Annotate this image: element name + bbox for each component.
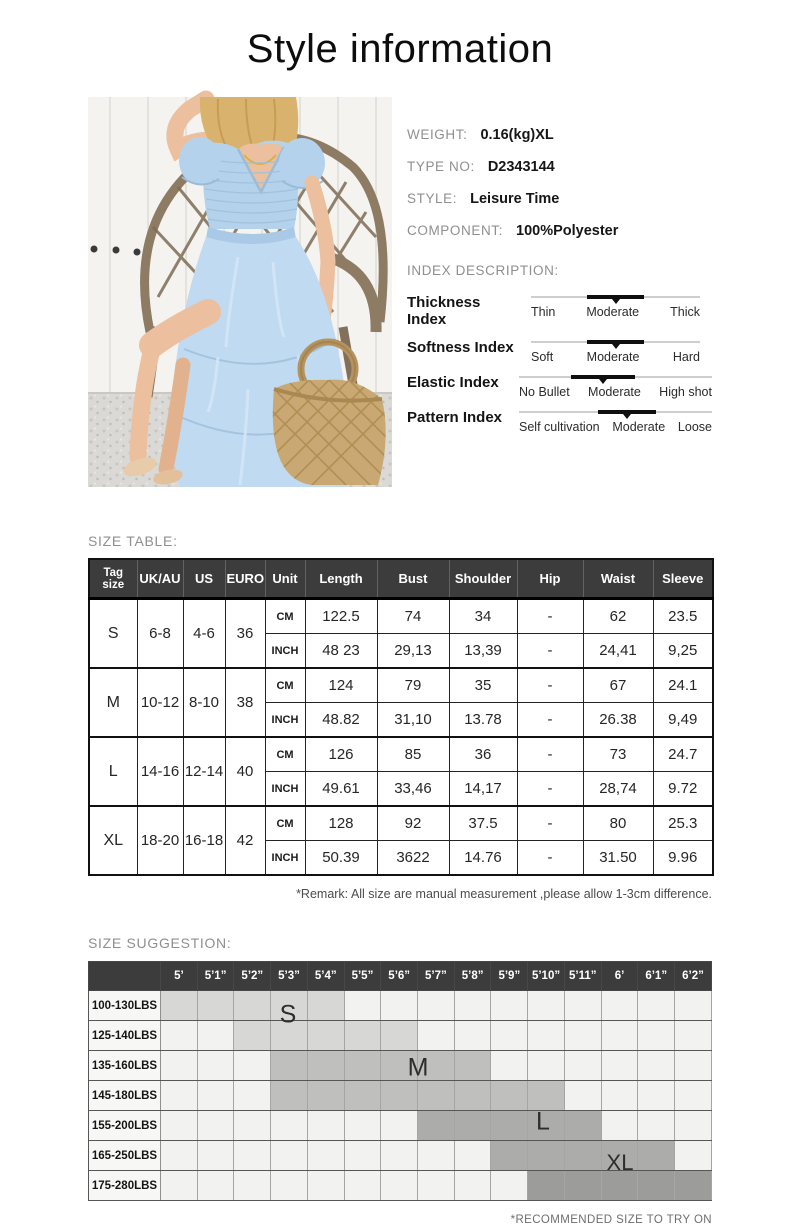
size-row-cm bbox=[89, 599, 713, 634]
suggest-cell bbox=[197, 1051, 234, 1081]
measure-cell: 14,17 bbox=[449, 772, 517, 807]
tag-size-cell: XL bbox=[89, 806, 137, 875]
measure-cell: 80 bbox=[583, 806, 653, 841]
size-row-cm bbox=[89, 668, 713, 703]
suggest-cell bbox=[454, 1111, 491, 1141]
size-row-cm bbox=[89, 737, 713, 772]
size-col-header: EURO bbox=[225, 559, 265, 599]
suggest-cell bbox=[564, 1141, 601, 1171]
suggest-cell bbox=[491, 991, 528, 1021]
suggest-cell bbox=[234, 1081, 271, 1111]
suggest-cell bbox=[271, 1171, 308, 1201]
suggest-cell bbox=[381, 1171, 418, 1201]
unit-cell: INCH bbox=[265, 841, 305, 876]
measure-cell: 122.5 bbox=[305, 599, 377, 634]
suggest-cell bbox=[528, 1141, 565, 1171]
suggest-cell bbox=[638, 1081, 675, 1111]
size-col-header: Hip bbox=[517, 559, 583, 599]
top-content bbox=[88, 97, 712, 487]
measure-cell: 37.5 bbox=[449, 806, 517, 841]
weight-label: 145-180LBS bbox=[89, 1081, 161, 1111]
measure-cell: 34 bbox=[449, 599, 517, 634]
suggest-cell bbox=[564, 1051, 601, 1081]
suggest-cell bbox=[418, 1141, 455, 1171]
measure-cell: 24.1 bbox=[653, 668, 713, 703]
product-photo bbox=[88, 97, 392, 487]
suggest-cell bbox=[564, 1171, 601, 1201]
size-table-section bbox=[88, 533, 712, 901]
suggest-cell bbox=[675, 991, 712, 1021]
suggest-cell bbox=[344, 1171, 381, 1201]
measure-cell: 85 bbox=[377, 737, 449, 772]
tag-size-cell: S bbox=[89, 599, 137, 669]
suggest-row bbox=[89, 1021, 712, 1051]
measure-cell: - bbox=[517, 841, 583, 876]
measure-cell: 48.82 bbox=[305, 703, 377, 738]
suggest-cell bbox=[601, 991, 638, 1021]
index-row bbox=[407, 337, 712, 364]
index-name: Pattern Index bbox=[407, 408, 503, 426]
zone-label-l: L bbox=[536, 1107, 550, 1136]
suggest-cell bbox=[675, 1021, 712, 1051]
suggest-cell bbox=[234, 1051, 271, 1081]
suggest-cell bbox=[454, 1141, 491, 1171]
suggest-cell bbox=[344, 991, 381, 1021]
index-option: Self cultivation bbox=[519, 419, 600, 434]
measure-cell: 126 bbox=[305, 737, 377, 772]
suggest-cell bbox=[491, 1081, 528, 1111]
weight-label: 165-250LBS bbox=[89, 1141, 161, 1171]
height-col-header: 6’1” bbox=[638, 962, 675, 991]
suggest-cell bbox=[675, 1141, 712, 1171]
index-option: Hard bbox=[672, 349, 700, 364]
measure-cell: - bbox=[517, 806, 583, 841]
suggest-cell bbox=[271, 1141, 308, 1171]
measure-cell: 74 bbox=[377, 599, 449, 634]
suggest-cell bbox=[418, 1171, 455, 1201]
weight-label: 100-130LBS bbox=[89, 991, 161, 1021]
suggest-row bbox=[89, 1081, 712, 1111]
ukau-cell: 6-8 bbox=[137, 599, 183, 669]
measure-cell: 73 bbox=[583, 737, 653, 772]
suggest-cell bbox=[528, 1081, 565, 1111]
measure-cell: 9.72 bbox=[653, 772, 713, 807]
spec-value: Leisure Time bbox=[470, 191, 560, 207]
size-col-header: Bust bbox=[377, 559, 449, 599]
index-track bbox=[519, 372, 712, 383]
index-track bbox=[531, 337, 700, 348]
suggest-cell bbox=[528, 1021, 565, 1051]
suggest-cell bbox=[638, 1141, 675, 1171]
suggest-cell bbox=[161, 1111, 198, 1141]
suggest-cell bbox=[564, 1111, 601, 1141]
measure-cell: 50.39 bbox=[305, 841, 377, 876]
suggest-cell bbox=[234, 1171, 271, 1201]
suggest-cell bbox=[418, 1021, 455, 1051]
euro-cell: 38 bbox=[225, 668, 265, 737]
suggest-cell bbox=[381, 1111, 418, 1141]
spec-label: TYPE NO: bbox=[407, 159, 475, 174]
measure-cell: 25.3 bbox=[653, 806, 713, 841]
measure-cell: - bbox=[517, 772, 583, 807]
suggest-cell bbox=[601, 1081, 638, 1111]
measure-cell: 128 bbox=[305, 806, 377, 841]
measure-cell: 67 bbox=[583, 668, 653, 703]
suggest-cell bbox=[271, 1051, 308, 1081]
index-marker-icon bbox=[599, 379, 607, 388]
index-marker-icon bbox=[612, 299, 620, 308]
spec-value: D2343144 bbox=[487, 159, 555, 175]
size-col-header: Tag size bbox=[89, 559, 137, 599]
suggest-cell bbox=[638, 1171, 675, 1201]
suggest-cell bbox=[638, 1021, 675, 1051]
measure-cell: 124 bbox=[305, 668, 377, 703]
suggest-cell bbox=[528, 991, 565, 1021]
suggest-cell bbox=[418, 1081, 455, 1111]
measure-cell: 62 bbox=[583, 599, 653, 634]
spec-row bbox=[407, 127, 712, 143]
measure-cell: 29,13 bbox=[377, 634, 449, 669]
suggest-cell bbox=[491, 1141, 528, 1171]
measure-cell: 3622 bbox=[377, 841, 449, 876]
zone-label-xl: XL bbox=[606, 1150, 634, 1175]
suggest-cell bbox=[161, 1081, 198, 1111]
suggest-cell bbox=[271, 1081, 308, 1111]
measure-cell: 48 23 bbox=[305, 634, 377, 669]
suggest-cell bbox=[234, 991, 271, 1021]
us-cell: 4-6 bbox=[183, 599, 225, 669]
suggest-cell bbox=[234, 1141, 271, 1171]
suggest-cell bbox=[564, 1081, 601, 1111]
euro-cell: 36 bbox=[225, 599, 265, 669]
size-col-header: Length bbox=[305, 559, 377, 599]
suggest-cell bbox=[307, 1141, 344, 1171]
size-col-header: US bbox=[183, 559, 225, 599]
spec-value: 100%Polyester bbox=[516, 223, 619, 239]
size-table-heading: SIZE TABLE: bbox=[88, 533, 178, 549]
unit-cell: INCH bbox=[265, 703, 305, 738]
suggest-cell bbox=[601, 1021, 638, 1051]
height-col-header: 5’3” bbox=[271, 962, 308, 991]
suggest-cell bbox=[638, 1111, 675, 1141]
suggest-cell bbox=[161, 1171, 198, 1201]
suggest-cell bbox=[638, 991, 675, 1021]
measure-cell: - bbox=[517, 634, 583, 669]
suggest-cell bbox=[418, 991, 455, 1021]
suggest-row bbox=[89, 991, 712, 1021]
weight-label: 125-140LBS bbox=[89, 1021, 161, 1051]
suggest-cell bbox=[491, 1021, 528, 1051]
index-list bbox=[407, 292, 712, 434]
us-cell: 16-18 bbox=[183, 806, 225, 875]
index-name: Thickness Index bbox=[407, 294, 481, 329]
index-marker-icon bbox=[623, 414, 631, 423]
index-slider bbox=[519, 292, 712, 329]
index-name: Softness Index bbox=[407, 338, 514, 356]
size-suggestion-grid bbox=[88, 961, 712, 1201]
us-cell: 8-10 bbox=[183, 668, 225, 737]
size-col-header: UK/AU bbox=[137, 559, 183, 599]
suggest-cell bbox=[234, 1111, 271, 1141]
suggest-cell bbox=[675, 1171, 712, 1201]
index-track bbox=[519, 407, 712, 418]
euro-cell: 42 bbox=[225, 806, 265, 875]
unit-cell: CM bbox=[265, 737, 305, 772]
ukau-cell: 18-20 bbox=[137, 806, 183, 875]
measure-cell: - bbox=[517, 703, 583, 738]
spec-list bbox=[407, 127, 712, 239]
suggest-cell bbox=[564, 1021, 601, 1051]
suggest-cell bbox=[197, 1021, 234, 1051]
suggest-cell bbox=[491, 1051, 528, 1081]
index-name: Elastic Index bbox=[407, 373, 499, 391]
size-col-header: Unit bbox=[265, 559, 305, 599]
measure-cell: 92 bbox=[377, 806, 449, 841]
measure-cell: 24,41 bbox=[583, 634, 653, 669]
weight-label: 155-200LBS bbox=[89, 1111, 161, 1141]
suggest-cell bbox=[491, 1171, 528, 1201]
height-col-header: 5’8” bbox=[454, 962, 491, 991]
suggest-cell bbox=[454, 1171, 491, 1201]
size-table-remark: *Remark: All size are manual measurement ,please allow 1-3cm difference. bbox=[296, 887, 712, 901]
height-col-header: 5’10” bbox=[528, 962, 565, 991]
size-table bbox=[88, 558, 714, 876]
suggest-cell bbox=[197, 991, 234, 1021]
suggest-cell bbox=[454, 1021, 491, 1051]
index-option: Moderate bbox=[586, 349, 640, 364]
measure-cell: 9,25 bbox=[653, 634, 713, 669]
weight-label: 175-280LBS bbox=[89, 1171, 161, 1201]
size-col-header: Waist bbox=[583, 559, 653, 599]
spec-row bbox=[407, 223, 712, 239]
suggest-cell bbox=[454, 991, 491, 1021]
measure-cell: 33,46 bbox=[377, 772, 449, 807]
unit-cell: CM bbox=[265, 599, 305, 634]
index-slider bbox=[519, 372, 712, 399]
suggest-cell bbox=[197, 1081, 234, 1111]
size-col-header: Shoulder bbox=[449, 559, 517, 599]
measure-cell: 24.7 bbox=[653, 737, 713, 772]
zone-label-s: S bbox=[279, 1000, 297, 1029]
spec-row bbox=[407, 159, 712, 175]
size-table-body bbox=[89, 599, 713, 876]
size-suggestion-heading: SIZE SUGGESTION: bbox=[88, 935, 232, 951]
suggest-cell bbox=[491, 1111, 528, 1141]
suggest-cell bbox=[161, 1051, 198, 1081]
unit-cell: INCH bbox=[265, 634, 305, 669]
suggest-cell bbox=[344, 1111, 381, 1141]
suggest-cell bbox=[344, 1051, 381, 1081]
suggest-cell bbox=[381, 1081, 418, 1111]
page-title: Style information bbox=[246, 27, 554, 71]
index-option: Moderate bbox=[612, 419, 666, 434]
suggest-cell bbox=[675, 1051, 712, 1081]
size-suggestion-footnote: *RECOMMENDED SIZE TO TRY ON bbox=[510, 1214, 712, 1226]
index-marker-icon bbox=[612, 344, 620, 353]
index-description-heading: INDEX DESCRIPTION: bbox=[407, 263, 559, 278]
height-col-header: 6’ bbox=[601, 962, 638, 991]
spec-label: WEIGHT: bbox=[407, 127, 468, 142]
spec-row bbox=[407, 191, 712, 207]
measure-cell: 9,49 bbox=[653, 703, 713, 738]
height-col-header: 5’ bbox=[161, 962, 198, 991]
index-row bbox=[407, 372, 712, 399]
us-cell: 12-14 bbox=[183, 737, 225, 806]
unit-cell: CM bbox=[265, 668, 305, 703]
measure-cell: 31,10 bbox=[377, 703, 449, 738]
measure-cell: 36 bbox=[449, 737, 517, 772]
suggest-cell bbox=[161, 1141, 198, 1171]
suggest-cell bbox=[418, 1111, 455, 1141]
index-slider bbox=[519, 337, 712, 364]
height-col-header: 5’5” bbox=[344, 962, 381, 991]
suggest-cell bbox=[344, 1021, 381, 1051]
index-option: Soft bbox=[531, 349, 554, 364]
suggest-cell bbox=[675, 1081, 712, 1111]
suggest-cell bbox=[197, 1111, 234, 1141]
suggest-cell bbox=[307, 1051, 344, 1081]
suggest-cell bbox=[344, 1081, 381, 1111]
suggest-row bbox=[89, 1051, 712, 1081]
measure-cell: 9.96 bbox=[653, 841, 713, 876]
corner-cell bbox=[89, 962, 161, 991]
height-col-header: 5’7” bbox=[418, 962, 455, 991]
measure-cell: 14.76 bbox=[449, 841, 517, 876]
tag-size-cell: M bbox=[89, 668, 137, 737]
measure-cell: 13,39 bbox=[449, 634, 517, 669]
product-info-panel bbox=[392, 97, 712, 487]
size-suggestion-section bbox=[88, 935, 712, 1226]
measure-cell: - bbox=[517, 599, 583, 634]
height-col-header: 5’2” bbox=[234, 962, 271, 991]
suggest-cell bbox=[381, 1021, 418, 1051]
index-option: Moderate bbox=[588, 384, 641, 399]
suggest-cell bbox=[271, 1111, 308, 1141]
suggest-cell bbox=[307, 991, 344, 1021]
measure-cell: - bbox=[517, 737, 583, 772]
index-options bbox=[519, 420, 712, 434]
size-col-header: Sleeve bbox=[653, 559, 713, 599]
index-slider bbox=[519, 407, 712, 434]
index-row bbox=[407, 407, 712, 434]
suggest-row bbox=[89, 1111, 712, 1141]
suggest-cell bbox=[197, 1141, 234, 1171]
ukau-cell: 14-16 bbox=[137, 737, 183, 806]
suggest-cell bbox=[307, 1171, 344, 1201]
suggest-cell bbox=[381, 991, 418, 1021]
height-col-header: 5’9” bbox=[491, 962, 528, 991]
index-row bbox=[407, 292, 712, 329]
spec-value: 0.16(kg)XL bbox=[480, 127, 554, 143]
measure-cell: 23.5 bbox=[653, 599, 713, 634]
suggest-cell bbox=[307, 1021, 344, 1051]
suggest-cell bbox=[638, 1051, 675, 1081]
height-col-header: 5’4” bbox=[307, 962, 344, 991]
height-col-header: 6’2” bbox=[675, 962, 712, 991]
product-photo-illustration bbox=[88, 97, 392, 487]
suggest-cell bbox=[234, 1021, 271, 1051]
measure-cell: 26.38 bbox=[583, 703, 653, 738]
index-option: Thick bbox=[670, 305, 700, 319]
index-option: No Bullet bbox=[519, 384, 570, 399]
suggest-cell bbox=[197, 1171, 234, 1201]
suggest-cell bbox=[564, 991, 601, 1021]
index-option: High shot bbox=[659, 384, 712, 399]
measure-cell: 13.78 bbox=[449, 703, 517, 738]
index-track bbox=[531, 292, 700, 303]
measure-cell: 79 bbox=[377, 668, 449, 703]
index-option: Thin bbox=[531, 305, 556, 319]
measure-cell: 28,74 bbox=[583, 772, 653, 807]
suggest-cell bbox=[601, 1051, 638, 1081]
suggest-cell bbox=[381, 1141, 418, 1171]
suggest-cell bbox=[528, 1051, 565, 1081]
measure-cell: - bbox=[517, 668, 583, 703]
ukau-cell: 10-12 bbox=[137, 668, 183, 737]
index-option: Loose bbox=[677, 419, 712, 434]
suggest-cell bbox=[161, 991, 198, 1021]
height-col-header: 5’11” bbox=[564, 962, 601, 991]
unit-cell: CM bbox=[265, 806, 305, 841]
suggest-cell bbox=[454, 1051, 491, 1081]
measure-cell: 31.50 bbox=[583, 841, 653, 876]
size-table-head-row bbox=[89, 559, 713, 599]
index-option: Moderate bbox=[586, 305, 640, 319]
suggest-cell bbox=[307, 1111, 344, 1141]
suggest-cell bbox=[675, 1111, 712, 1141]
suggest-cell bbox=[344, 1141, 381, 1171]
euro-cell: 40 bbox=[225, 737, 265, 806]
index-options bbox=[519, 385, 712, 399]
zone-label-m: M bbox=[407, 1053, 429, 1082]
suggest-cell bbox=[528, 1171, 565, 1201]
height-col-header: 5’1” bbox=[197, 962, 234, 991]
measure-cell: 49.61 bbox=[305, 772, 377, 807]
suggest-cell bbox=[161, 1021, 198, 1051]
suggest-cell bbox=[307, 1081, 344, 1111]
suggest-cell bbox=[601, 1111, 638, 1141]
spec-label: COMPONENT: bbox=[407, 223, 504, 238]
height-col-header: 5’6” bbox=[381, 962, 418, 991]
suggest-cell bbox=[454, 1081, 491, 1111]
tag-size-cell: L bbox=[89, 737, 137, 806]
measure-cell: 35 bbox=[449, 668, 517, 703]
weight-label: 135-160LBS bbox=[89, 1051, 161, 1081]
unit-cell: INCH bbox=[265, 772, 305, 807]
suggest-head-row bbox=[89, 962, 712, 991]
size-row-cm bbox=[89, 806, 713, 841]
spec-label: STYLE: bbox=[407, 191, 458, 206]
